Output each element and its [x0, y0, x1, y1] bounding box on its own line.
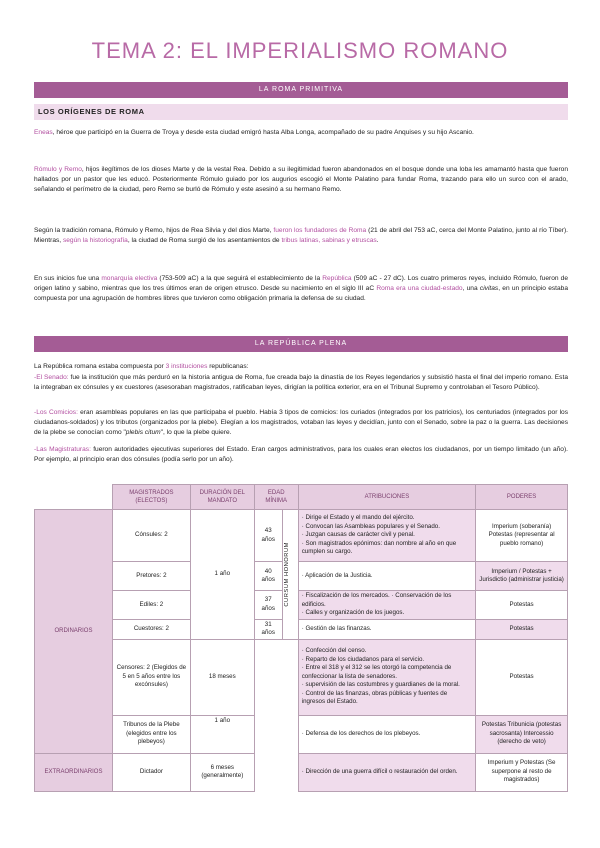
- magistrado-cell: Censores: 2 (Elegidos de 5 en 5 años entre los excónsules): [112, 639, 190, 715]
- highlight-monarquia: monarquía electiva: [101, 275, 158, 282]
- cursus-honorum-label: CURSUM HONORUM: [283, 541, 290, 607]
- paragraph-tradicion: [34, 226, 568, 246]
- header-edad: EDAD MÍNIMA: [254, 485, 298, 510]
- paragraph-text: fue la institución que más perduró en la historia antigua de Roma, fue creada bajo la dinastía de los Reyes legendarios y subsistió hasta el final del imperio romano. Esta la integraban ex cónsules y ex cuestores (asesoraban magistrados, ratificaban leyes, dirigían la política exterior, era en el Tribunal Supremo y controlaban el Tesoro Público).: [34, 374, 568, 391]
- duracion-cell: 1 año: [190, 715, 254, 753]
- highlight-senado: -El Senado:: [34, 374, 69, 381]
- cursus-cell: [282, 510, 298, 640]
- paragraph-text: (21 de abril del 753 aC, cerca del Monte Palatino, junto al río Tíber). Mientras,: [34, 227, 569, 244]
- atribuciones-cell: · Confección del censo. · Reparto de los ciudadanos para el servicio. · Entre el 318 y el 312 se les otorgó la competencia de confeccionar la lista de senadores. · supervisión de las costumbres y guardianes de la moral. · Control de las finanzas, obras públicas y fuentes de ingresos del Estado.: [298, 639, 475, 715]
- paragraph-magistraturas: [34, 445, 568, 465]
- duracion-cell: 18 meses: [190, 639, 254, 715]
- duracion-cell: 1 año: [190, 510, 254, 640]
- paragraph-text: ", lo que la plebe quiere.: [160, 428, 232, 436]
- header-duracion: DURACIÓN DEL MANDATO: [190, 485, 254, 510]
- section-band-roma-primitiva: LA ROMA PRIMITIVA: [34, 82, 568, 98]
- poderes-cell: Potestas: [476, 619, 568, 639]
- edad-cell: 37 años: [254, 591, 282, 620]
- page-title: TEMA 2: EL IMPERIALISMO ROMANO: [91, 38, 509, 63]
- poderes-cell: Potestas Tribunicia (potestas sacrosanta) Intercessio (derecho de veto): [476, 715, 568, 753]
- poderes-cell: Potestas: [476, 639, 568, 715]
- magistrado-cell: Pretores: 2: [112, 562, 190, 591]
- paragraph-text: .: [376, 236, 379, 244]
- edad-cell: 43 años: [254, 510, 282, 562]
- paragraph-senado: [34, 373, 568, 393]
- table-row: [35, 715, 568, 753]
- paragraph-text: En sus inicios fue una: [34, 275, 102, 282]
- highlight-ciudad-estado: Roma era una ciudad-estado: [376, 284, 463, 292]
- paragraph-text: Según la tradición romana, Rómulo y Remo, hijos de Rea Silvia y del dios Marte,: [34, 227, 274, 234]
- paragraph-text: republicanas:: [207, 363, 249, 370]
- magistrado-cell: Cuestores: 2: [112, 619, 190, 639]
- table-header-row: [35, 485, 568, 510]
- poderes-cell: Potestas: [476, 591, 568, 620]
- paragraph-text: La República romana estaba compuesta por: [34, 363, 166, 370]
- table-row: [35, 562, 568, 591]
- italic-plebis-citum: plebis citum: [125, 428, 161, 436]
- paragraph-instituciones: [34, 362, 568, 372]
- duracion-cell: 6 meses (generalmente): [190, 753, 254, 791]
- paragraph-text: , en un principio estaba compuesta por una agrupación de hombres libres que tuvieron como obligación primaria la defensa de su ciudad.: [34, 284, 569, 302]
- atribuciones-cell: · Gestión de las finanzas.: [298, 619, 475, 639]
- poderes-cell: Imperium y Potestas (Se superpone al resto de magistrados): [476, 753, 568, 791]
- atribuciones-cell: · Defensa de los derechos de los plebeyos.: [298, 715, 475, 753]
- paragraph-inicios: [34, 274, 568, 303]
- table-row: [35, 753, 568, 791]
- category-extraordinarios: EXTRAORDINARIOS: [35, 753, 113, 791]
- edad-cell: 31 años: [254, 619, 282, 639]
- header-atribuciones: ATRIBUCIONES: [298, 485, 475, 510]
- paragraph-text: , hijos ilegítimos de los dioses Marte y de la vestal Rea. Debido a su ilegitimidad fueron abandonados en el bosque donde una loba les amamantó hasta que fueron hallados por un pastor que les educó. Posteriormente Rómulo guiado por los augurios escogió el Monte Palatino para fundar Roma, trazando para ello un surco con el arado, señalando el perímetro de la ciudad, pero Remo se burló de Rómulo y este asesinó a su hermano Remo.: [34, 166, 568, 193]
- paragraph-text: fueron autoridades ejecutivas superiores del Estado. Eran cargos administrativos, para los cuales eran electos los ciudadanos, por un tiempo limitado (un año). Por ejemplo, al principio eran dos cónsules (podía serlo por un año).: [34, 446, 569, 463]
- atribuciones-cell: · Dirección de una guerra difícil o restauración del orden.: [298, 753, 475, 791]
- paragraph-comicios: [34, 408, 568, 437]
- table-corner: [35, 485, 113, 510]
- highlight-fundadores: fueron los fundadores de Roma: [273, 227, 367, 234]
- highlight-romulo-remo: Rómulo y Remo: [34, 166, 82, 173]
- paragraph-text: eran asambleas populares en las que participaba el pueblo. Había 3 tipos de comicios: los curiados (integrados por los patricios), los centuriados (integrados por los ciudadanos-soldados) y los tributos (organizados por la plebe). Elegían a los magistrados, votaban las leyes y decidían, junto con el Senado, sobre la paz o la guerra. Las decisiones de la plebe se conocían como ": [34, 409, 568, 436]
- subheading-origenes: LOS ORÍGENES DE ROMA: [34, 104, 568, 120]
- paragraph-eneas: [34, 128, 568, 138]
- magistrado-cell: Ediles: 2: [112, 591, 190, 620]
- paragraph-text: (753-509 aC) a la que seguirá el establecimiento de la: [157, 275, 323, 282]
- paragraph-romulo-remo: [34, 165, 568, 194]
- magistrado-cell: Cónsules: 2: [112, 510, 190, 562]
- highlight-historiografia: según la historiografía: [62, 236, 128, 244]
- empty-cell: [254, 639, 298, 791]
- atribuciones-cell: · Fiscalización de los mercados. · Conservación de los edificios. · Calles y organización de los juegos.: [298, 591, 475, 620]
- magistrado-cell: Tribunos de la Plebe (elegidos entre los plebeyos): [112, 715, 190, 753]
- paragraph-text: (509 aC - 27 dC). Los cuatro primeros reyes, incluido Rómulo, fueron de origen latino y sabino, mientras que los tres últimos eran de origen etrusco. Desde su nacimiento en el siglo III aC: [34, 275, 568, 292]
- magistraturas-table: [34, 484, 568, 792]
- table-row: [35, 591, 568, 620]
- atribuciones-cell: · Dirige el Estado y el mando del ejército. · Convocan las Asambleas populares y el Senado. · Juzgan causas de carácter civil y penal. · Son magistrados epónimos: dan nombre al año en que cumplen su cargo.: [298, 510, 475, 562]
- table-row: [35, 639, 568, 715]
- paragraph-text: , la ciudad de Roma surgió de los asentamientos de: [127, 236, 282, 244]
- paragraph-text: , héroe que participó en la Guerra de Troya y desde esta ciudad emigró hasta Alba Longa, acompañado de su padre Anquises y su hijo Ascanio.: [52, 129, 474, 136]
- highlight-republica: República: [322, 275, 352, 282]
- edad-cell: 40 años: [254, 562, 282, 591]
- highlight-tribus: tribus latinas, sabinas y etruscas: [281, 236, 377, 244]
- highlight-magistraturas: -Las Magistraturas:: [34, 446, 91, 453]
- highlight-instituciones: 3 instituciones: [165, 363, 208, 370]
- header-magistrados: MAGISTRADOS (ELECTOS): [112, 485, 190, 510]
- italic-civitas: civitas: [479, 284, 499, 292]
- atribuciones-cell: · Aplicación de la Justicia.: [298, 562, 475, 591]
- table-row: [35, 619, 568, 639]
- header-poderes: PODERES: [476, 485, 568, 510]
- paragraph-text: , una: [462, 284, 480, 292]
- table-row: [35, 510, 568, 562]
- highlight-comicios: -Los Comicios:: [34, 409, 78, 416]
- poderes-cell: Imperium / Potestas + Jurisdictio (administrar justicia): [476, 562, 568, 591]
- highlight-eneas: Eneas: [34, 129, 53, 136]
- magistrado-cell: Dictador: [112, 753, 190, 791]
- category-ordinarios: ORDINARIOS: [35, 510, 113, 754]
- poderes-cell: Imperium (soberanía) Potestas (representar al pueblo romano): [476, 510, 568, 562]
- section-band-republica-plena: LA REPÚBLICA PLENA: [34, 336, 568, 352]
